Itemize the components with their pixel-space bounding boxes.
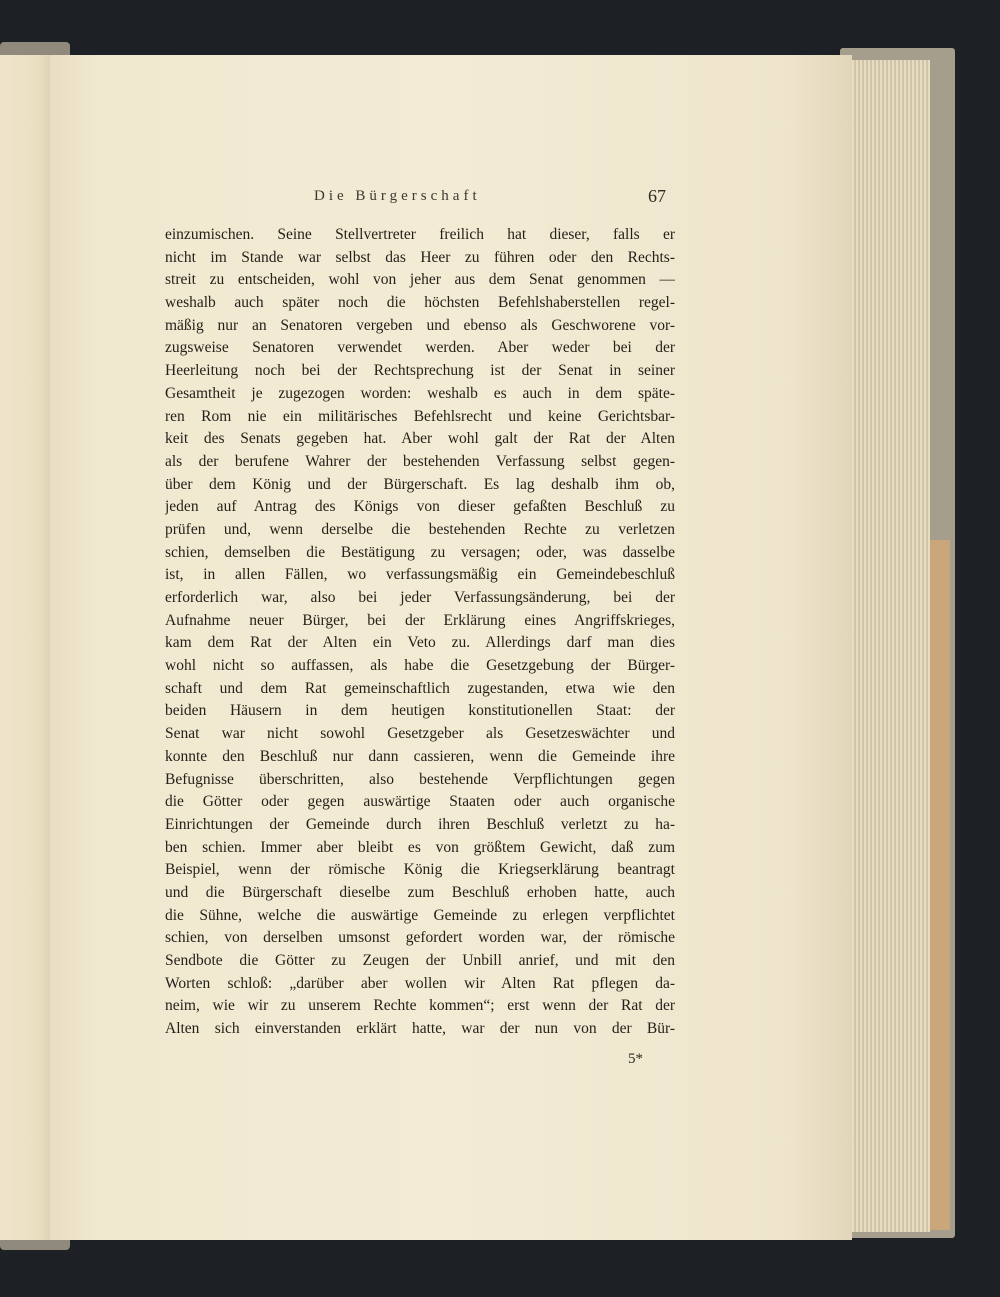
text-line: beiden Häusern in dem heutigen konstitutionellen Staat: der: [165, 702, 675, 720]
text-line: Aufnahme neuer Bürger, bei der Erklärung eines Angriffskrieges,: [165, 611, 675, 629]
text-line: Heerleitung noch bei der Rechtsprechung ist der Senat in seiner: [165, 362, 675, 380]
running-head: Die Bürgerschaft: [314, 188, 481, 204]
text-line: erforderlich war, also bei jeder Verfassungsänderung, bei der: [165, 589, 675, 606]
text-line: konnte den Beschluß nur dann cassieren, wenn die Gemeinde ihre: [165, 747, 675, 765]
text-line: weshalb auch später noch die höchsten Befehlshaberstellen regel-: [165, 294, 675, 312]
text-line: die Götter oder gegen auswärtige Staaten oder auch organische: [165, 793, 675, 811]
text-line: streit zu entscheiden, wohl von jeher aus dem Senat genommen —: [165, 271, 675, 289]
text-line: Gesamtheit je zugezogen worden: weshalb es auch in dem späte-: [165, 384, 675, 402]
text-line: Sendbote die Götter zu Zeugen der Unbill anrief, und mit den: [165, 952, 675, 969]
text-line: Senat war nicht sowohl Gesetzgeber als Gesetzeswächter und: [165, 725, 675, 743]
text-line: neim, wie wir zu unserem Rechte kommen“; erst wenn der Rat der: [165, 997, 675, 1015]
text-line: Einrichtungen der Gemeinde durch ihren Beschluß verletzt zu ha-: [165, 815, 675, 833]
page-number: 67: [648, 186, 666, 206]
text-line: wohl nicht so auffassen, als habe die Gesetzgebung der Bürger-: [165, 657, 675, 675]
text-line: über dem König und der Bürgerschaft. Es lag deshalb ihm ob,: [165, 475, 675, 493]
page-stack-edges: [848, 60, 930, 1232]
text-line: ren Rom nie ein militärisches Befehlsrecht und keine Gerichtsbar-: [165, 407, 675, 425]
text-line: Befugnisse überschritten, also bestehende Verpflichtungen gegen: [165, 770, 675, 788]
book-cover-right-edge: [930, 540, 950, 1230]
text-line: keit des Senats gegeben hat. Aber wohl galt der Rat der Alten: [165, 430, 675, 448]
text-line: ist, in allen Fällen, wo verfassungsmäßig ein Gemeindebeschluß: [165, 566, 675, 584]
text-line: als der berufene Wahrer der bestehenden Verfassung selbst gegen-: [165, 452, 675, 470]
text-line: schaft und dem Rat gemeinschaftlich zugestanden, etwa wie den: [165, 679, 675, 697]
text-line: schien, demselben die Bestätigung zu versagen; oder, was dasselbe: [165, 543, 675, 561]
text-line: nicht im Stande war selbst das Heer zu führen oder den Rechts-: [165, 248, 675, 266]
body-text: [165, 224, 675, 1041]
text-line: schien, von derselben umsonst gefordert worden war, der römische: [165, 929, 675, 947]
text-line: jeden auf Antrag des Königs von dieser gefaßten Beschluß zu: [165, 498, 675, 516]
text-line: Worten schloß: „darüber aber wollen wir Alten Rat pflegen da-: [165, 974, 675, 992]
text-line: prüfen und, wenn derselbe die bestehenden Rechte zu verletzen: [165, 520, 675, 538]
text-line: zugsweise Senatoren verwendet werden. Aber weder bei der: [165, 339, 675, 357]
text-line: kam dem Rat der Alten ein Veto zu. Allerdings darf man dies: [165, 634, 675, 652]
text-line: einzumischen. Seine Stellvertreter freilich hat dieser, falls er: [165, 226, 675, 243]
text-line: Alten sich einverstanden erklärt hatte, war der nun von der Bür-: [165, 1020, 675, 1038]
text-line: ben schien. Immer aber bleibt es von größtem Gewicht, daß zum: [165, 838, 675, 856]
signature-mark: 5*: [628, 1051, 643, 1067]
text-line: Beispiel, wenn der römische König die Kriegserklärung beantragt: [165, 861, 675, 879]
text-line: mäßig nur an Senatoren vergeben und ebenso als Geschworene vor-: [165, 316, 675, 334]
text-line: und die Bürgerschaft dieselbe zum Beschluß erhoben hatte, auch: [165, 883, 675, 901]
text-line: die Sühne, welche die auswärtige Gemeinde zu erlegen verpflichtet: [165, 906, 675, 924]
